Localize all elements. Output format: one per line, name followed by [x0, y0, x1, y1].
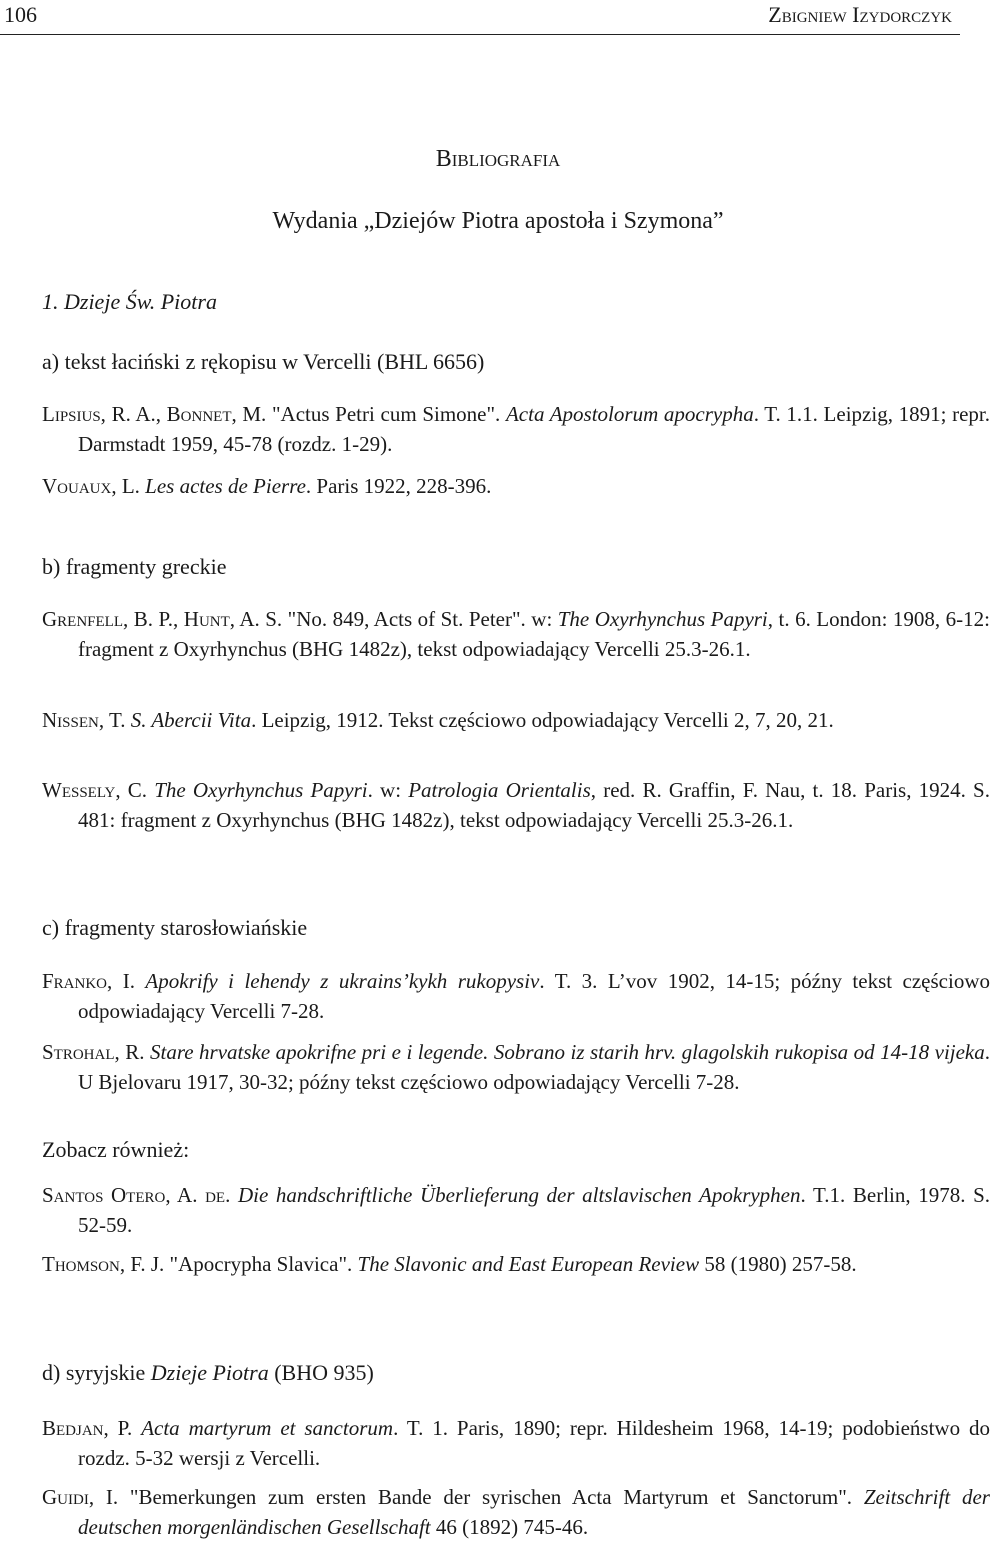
entry-text: "Actus Petri cum Simone".	[266, 402, 506, 426]
entry-author: Strohal, R.	[42, 1040, 145, 1064]
entry-text	[135, 969, 145, 993]
header-rule	[0, 34, 960, 35]
entry-text: "Bemerkungen zum ersten Bande der syrischen Acta Martyrum et Sanctorum".	[118, 1485, 864, 1509]
bib-entry-nissen	[42, 706, 990, 736]
section-heading-1: 1. Dzieje Św. Piotra	[42, 289, 217, 314]
entry-author: Wessely, C.	[42, 778, 148, 802]
entry-author: Franko, I.	[42, 969, 135, 993]
heading-text: d) syryjskie	[42, 1360, 151, 1385]
entry-details: . Leipzig, 1912. Tekst częściowo odpowiadający Vercelli 2, 7, 20, 21.	[251, 708, 834, 732]
entry-details: . T. 1.1. Leipzig, 1891; repr. Darmstadt 1959, 45-78 (rozdz. 1-29).	[78, 402, 990, 456]
heading-title: Dzieje Piotra	[150, 1360, 269, 1385]
entry-title: Zeitschrift der deutschen morgenländischen Gesellschaft	[78, 1485, 990, 1539]
entry-author: Vouaux, L.	[42, 474, 140, 498]
bibliography-title: Bibliografia	[435, 146, 561, 172]
entry-text: "No. 849, Acts of St. Peter". w:	[282, 607, 558, 631]
entry-author: Santos Otero, A. de.	[42, 1183, 231, 1207]
entry-title: The Oxyrhynchus Papyri	[154, 778, 368, 802]
bib-entry-lipsius	[42, 400, 990, 459]
entry-details: . U Bjelovaru 1917, 30-32; późny tekst częściowo odpowiadający Vercelli 7-28.	[78, 1040, 991, 1094]
entry-title: Acta martyrum et sanctorum	[141, 1416, 394, 1440]
bib-entry-vouaux	[42, 472, 990, 502]
editions-subtitle: Wydania „Dziejów Piotra apostoła i Szymona”	[272, 208, 724, 234]
entry-title: Stare hrvatske apokrifne pri e i legende. Sobrano iz starih hrv. glagolskih rukopisa od 14-18 vijeka	[150, 1040, 985, 1064]
entry-series-title: Patrologia Orientalis	[408, 778, 591, 802]
entry-details: , red. R. Graffin, F. Nau, t. 18. Paris, 1924. S. 481: fragment z Oxyrhynchus (BHG 1482z), tekst odpowiadający Vercelli 25.3-26.1.	[78, 778, 990, 832]
subsection-d-heading	[42, 1360, 374, 1386]
entry-author: Lipsius, R. A., Bonnet, M.	[42, 402, 267, 426]
entry-title: Les actes de Pierre	[145, 474, 306, 498]
entry-author: Grenfell, B. P., Hunt, A. S.	[42, 607, 283, 631]
bib-entry-guidi	[42, 1483, 990, 1542]
entry-title: Acta Apostolorum apocrypha	[505, 402, 754, 426]
entry-details: . T.1. Berlin, 1978. S. 52-59.	[78, 1183, 991, 1237]
bib-entry-bedjan	[42, 1414, 990, 1473]
subsection-b-heading: b) fragmenty greckie	[42, 554, 227, 579]
subsection-c-heading: c) fragmenty starosłowiańskie	[42, 915, 308, 940]
entry-details: . T. 3. L’vov 1902, 14-15; późny tekst częściowo odpowiadający Vercelli 7-28.	[78, 969, 990, 1023]
bib-entry-thomson	[42, 1250, 990, 1280]
bib-entry-wessely	[42, 776, 990, 835]
entry-details: . T. 1. Paris, 1890; repr. Hildesheim 1968, 14-19; podobieństwo do rozdz. 5-32 wersji z Vercelli.	[78, 1416, 991, 1470]
entry-author: Bedjan, P.	[42, 1416, 133, 1440]
entry-details: . Paris 1922, 228-396.	[305, 474, 492, 498]
entry-text	[132, 1416, 141, 1440]
bib-entry-franko	[42, 967, 990, 1026]
entry-title: S. Abercii Vita	[130, 708, 252, 732]
entry-details: 46 (1892) 745-46.	[430, 1514, 589, 1539]
bib-entry-strohal	[42, 1038, 990, 1097]
bib-entry-grenfell	[42, 605, 990, 664]
entry-title: The Slavonic and East European Review	[357, 1252, 700, 1276]
entry-author: Nissen, T.	[42, 708, 126, 732]
entry-text: "Apocrypha Slavica".	[164, 1252, 358, 1276]
see-also-label: Zobacz również:	[42, 1137, 190, 1162]
entry-title: The Oxyrhynchus Papyri	[557, 607, 768, 631]
entry-title: Die handschriftliche Überlieferung der altslavischen Apokryphen	[237, 1183, 801, 1207]
heading-text: (BHO 935)	[268, 1360, 374, 1385]
bib-entry-santos-otero	[42, 1181, 990, 1240]
entry-text: . w:	[367, 778, 409, 802]
running-head-author: Zbigniew Izydorczyk	[768, 2, 952, 27]
page-number: 106	[4, 2, 37, 27]
entry-details: , t. 6. London: 1908, 6-12: fragment z Oxyrhynchus (BHG 1482z), tekst odpowiadający Vercelli 25.3-26.1.	[78, 607, 990, 661]
entry-details: 58 (1980) 257-58.	[699, 1252, 857, 1276]
entry-author: Thomson, F. J.	[42, 1252, 165, 1276]
subsection-a-heading: a) tekst łaciński z rękopisu w Vercelli (BHL 6656)	[42, 349, 485, 374]
entry-author: Guidi, I.	[42, 1485, 119, 1509]
page-header	[0, 0, 960, 36]
entry-text	[230, 1183, 238, 1207]
entry-title: Apokrify i lehendy z ukrains’kykh rukopysiv	[145, 969, 540, 993]
